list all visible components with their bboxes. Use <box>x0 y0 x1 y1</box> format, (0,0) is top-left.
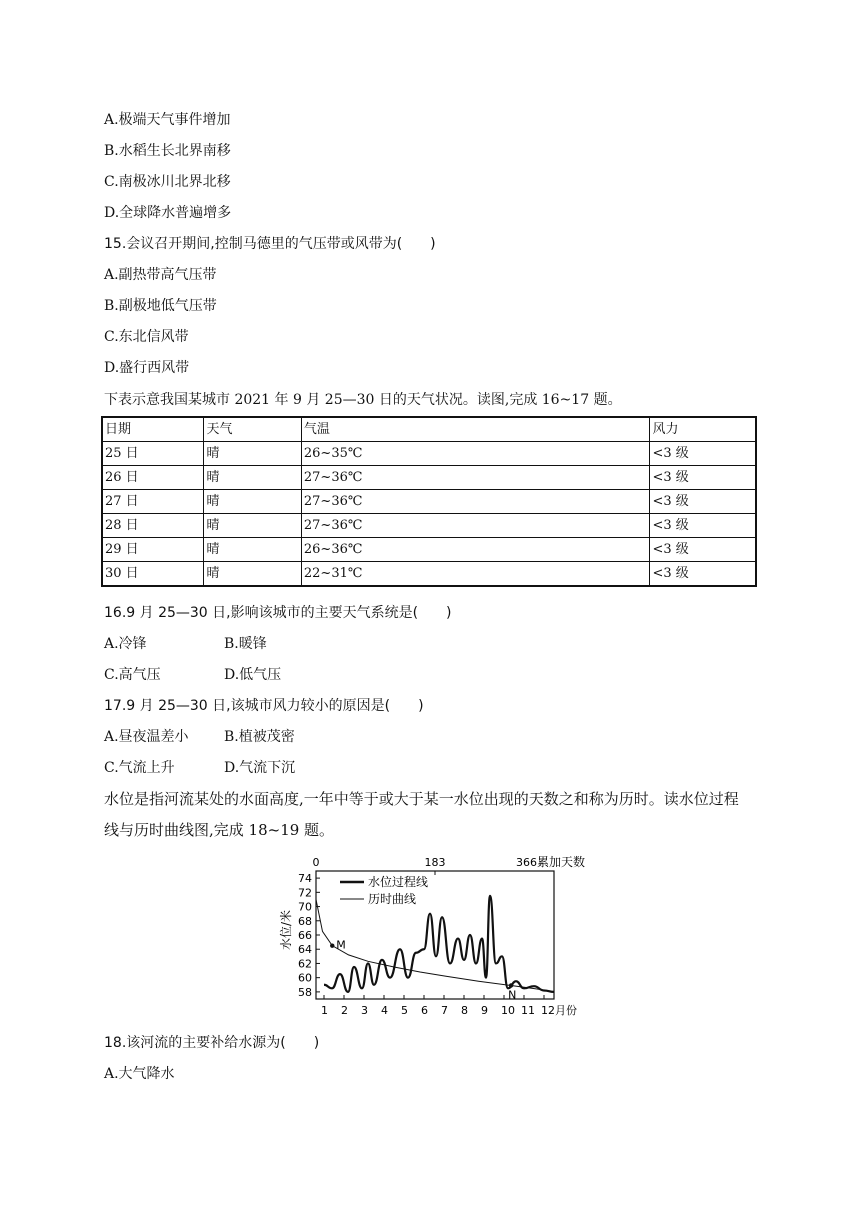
x-tick-label: 10 <box>501 1004 515 1017</box>
water-level-line <box>324 896 554 992</box>
q15-option-b: B.副极地低气压带 <box>104 298 217 314</box>
x-tick-label: 7 <box>441 1004 448 1017</box>
cell-weather: 晴 <box>204 490 301 514</box>
q18-stem: 18.该河流的主要补给水源为( ) <box>104 1035 320 1051</box>
x-tick-label: 1 <box>321 1004 328 1017</box>
cell-date: 28 日 <box>102 514 204 538</box>
x-tick-label: 5 <box>401 1004 408 1017</box>
cell-weather: 晴 <box>204 442 301 466</box>
cell-temperature: 22~31℃ <box>301 562 650 587</box>
top-tick-label: 183 <box>424 856 446 869</box>
x-tick-label: 9 <box>481 1004 488 1017</box>
y-tick-label: 64 <box>298 943 312 957</box>
q15-option-a: A.副热带高气压带 <box>104 267 217 283</box>
q16-option-c: C.高气压 <box>104 667 161 683</box>
x-tick-label: 6 <box>421 1004 428 1017</box>
top-tick-label: 366 <box>516 856 537 869</box>
q14-option-c: C.南极冰川北界北移 <box>104 174 231 190</box>
cell-temperature: 27~36℃ <box>301 514 650 538</box>
cell-wind: <3 级 <box>650 538 756 562</box>
q18-option-a: A.大气降水 <box>104 1066 175 1082</box>
q14-option-b: B.水稻生长北界南移 <box>104 143 231 159</box>
top-tick-label: 0 <box>312 856 320 869</box>
legend-water-level: 水位过程线 <box>368 875 429 889</box>
x-tick-label: 2 <box>341 1004 348 1017</box>
y-tick-label: 72 <box>298 886 312 900</box>
cell-wind: <3 级 <box>650 562 756 587</box>
cell-wind: <3 级 <box>650 490 756 514</box>
cell-temperature: 26~35℃ <box>301 442 650 466</box>
cell-weather: 晴 <box>204 562 301 587</box>
q15-stem: 15.会议召开期间,控制马德里的气压带或风带为( ) <box>104 236 436 252</box>
cell-date: 25 日 <box>102 442 204 466</box>
water-level-chart <box>276 854 596 1026</box>
q17-option-b: B.植被茂密 <box>224 729 295 745</box>
header-weather: 天气 <box>204 417 301 442</box>
cell-temperature: 26~36℃ <box>301 538 650 562</box>
y-tick-label: 60 <box>298 971 312 985</box>
weather-table <box>101 416 757 587</box>
q16-options-cd <box>104 665 281 685</box>
q16-option-a: A.冷锋 <box>104 636 147 652</box>
point-n-marker <box>509 983 513 987</box>
q17-options-cd <box>104 758 295 778</box>
q15-option-d: D.盛行西风带 <box>104 360 190 376</box>
table-header-row <box>102 417 756 442</box>
point-m-label: M <box>336 938 346 952</box>
cell-wind: <3 级 <box>650 514 756 538</box>
cell-temperature: 27~36℃ <box>301 466 650 490</box>
table-row <box>102 490 756 514</box>
y-tick-label: 74 <box>298 872 312 886</box>
point-m-marker <box>330 943 334 947</box>
q16-option-b: B.暖锋 <box>224 636 267 652</box>
passage-line-1: 水位是指河流某处的水面高度,一年中等于或大于某一水位出现的天数之和称为历时。读水位过程 <box>104 790 739 808</box>
q17-option-c: C.气流上升 <box>104 760 175 776</box>
x-tick-label: 11 <box>521 1004 535 1017</box>
y-tick-label: 58 <box>298 985 312 999</box>
x-tick-label: 4 <box>381 1004 388 1017</box>
legend-duration: 历时曲线 <box>368 892 417 906</box>
top-axis-label: 累加天数 <box>537 855 586 869</box>
y-axis-label: 水位/米 <box>279 909 293 951</box>
cell-date: 29 日 <box>102 538 204 562</box>
table-row <box>102 514 756 538</box>
q16-options-ab <box>104 634 267 654</box>
x-tick-label: 8 <box>461 1004 468 1017</box>
y-tick-label: 68 <box>298 914 312 928</box>
cell-date: 26 日 <box>102 466 204 490</box>
cell-weather: 晴 <box>204 514 301 538</box>
y-tick-label: 70 <box>298 900 312 914</box>
table-row <box>102 538 756 562</box>
cell-weather: 晴 <box>204 466 301 490</box>
x-tick-label: 12月份 <box>541 1004 577 1017</box>
passage-line-2: 线与历时曲线图,完成 18~19 题。 <box>104 821 335 839</box>
table-row <box>102 562 756 587</box>
header-date: 日期 <box>102 417 204 442</box>
table-row <box>102 442 756 466</box>
chart-legend <box>340 874 428 906</box>
x-tick-label: 3 <box>361 1004 368 1017</box>
cell-date: 30 日 <box>102 562 204 587</box>
cell-weather: 晴 <box>204 538 301 562</box>
table-intro: 下表示意我国某城市 2021 年 9 月 25—30 日的天气状况。读图,完成 16~17 题。 <box>104 392 622 408</box>
q17-option-d: D.气流下沉 <box>224 760 296 776</box>
q17-options-ab <box>104 727 295 747</box>
q17-option-a: A.昼夜温差小 <box>104 729 189 745</box>
q14-option-d: D.全球降水普遍增多 <box>104 205 232 221</box>
cell-wind: <3 级 <box>650 466 756 490</box>
q14-option-a: A.极端天气事件增加 <box>104 112 231 128</box>
q15-option-c: C.东北信风带 <box>104 329 189 345</box>
header-temperature: 气温 <box>301 417 650 442</box>
cell-wind: <3 级 <box>650 442 756 466</box>
q17-stem: 17.9 月 25—30 日,该城市风力较小的原因是( ) <box>104 698 424 714</box>
table-row <box>102 466 756 490</box>
q16-stem: 16.9 月 25—30 日,影响该城市的主要天气系统是( ) <box>104 605 452 621</box>
header-wind: 风力 <box>650 417 756 442</box>
q16-option-d: D.低气压 <box>224 667 282 683</box>
cell-temperature: 27~36℃ <box>301 490 650 514</box>
y-tick-label: 62 <box>298 957 312 971</box>
cell-date: 27 日 <box>102 490 204 514</box>
point-n-label: N <box>508 988 517 1002</box>
y-tick-label: 66 <box>298 929 312 942</box>
